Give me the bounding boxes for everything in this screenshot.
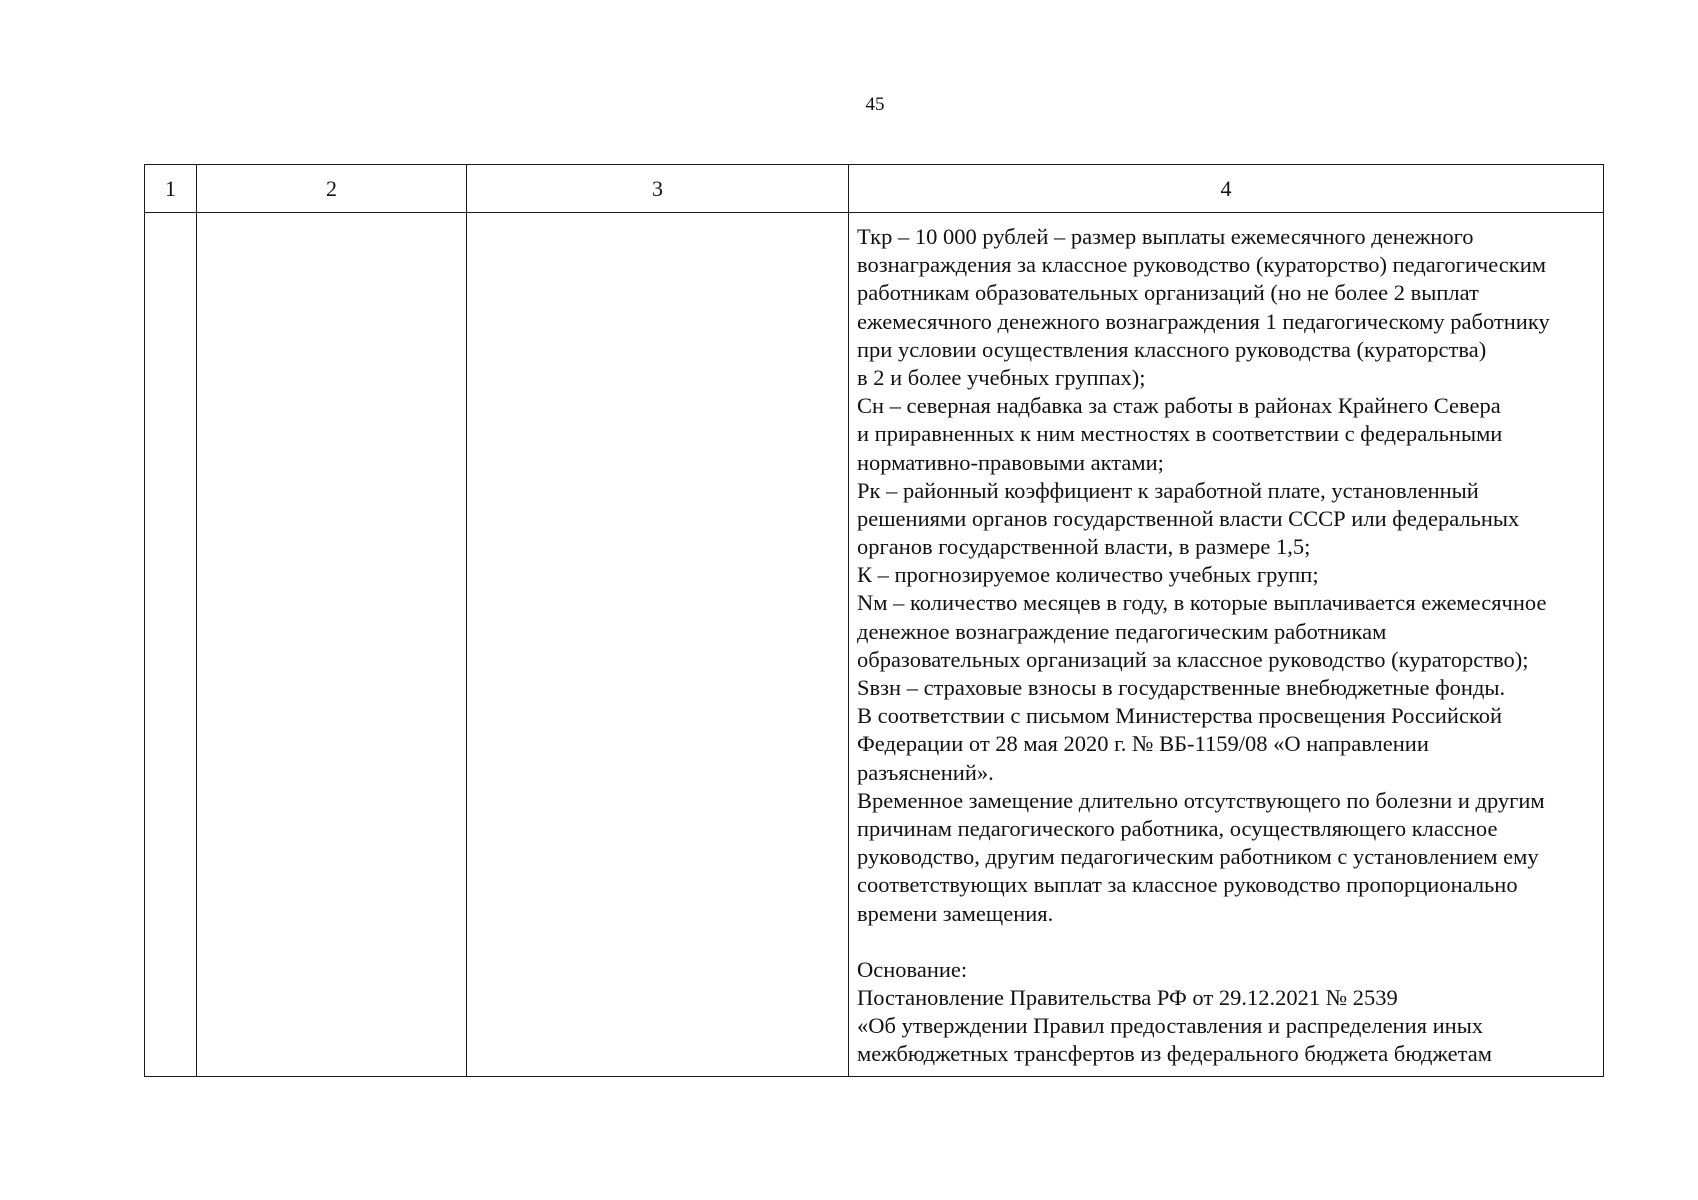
cell-col1: [145, 213, 197, 1077]
cell-col2: [197, 213, 467, 1077]
text-line: соответствующих выплат за классное руководство пропорционально: [857, 872, 1518, 898]
text-line: времени замещения.: [857, 900, 1054, 926]
header-cell-3: 3: [467, 165, 849, 213]
text-line: вознаграждения за классное руководство (кураторство) педагогическим: [857, 252, 1546, 278]
header-cell-1: 1: [145, 165, 197, 213]
text-line: денежное вознаграждение педагогическим работникам: [857, 618, 1387, 644]
table-header-row: [145, 165, 1604, 213]
text-line: Основание:: [857, 956, 968, 982]
text-line: К – прогнозируемое количество учебных групп;: [857, 562, 1319, 588]
text-line: Nм – количество месяцев в году, в которые выплачивается ежемесячное: [857, 590, 1547, 616]
text-line: [857, 928, 1597, 956]
text-line: ежемесячного денежного вознаграждения 1 педагогическому работнику: [857, 308, 1550, 334]
text-line: разъяснений».: [857, 759, 994, 785]
document-table: [144, 164, 1604, 1077]
cell-col4: [849, 213, 1604, 1077]
text-line: руководство, другим педагогическим работником с установлением ему: [857, 844, 1539, 870]
text-line: нормативно-правовыми актами;: [857, 449, 1164, 475]
text-line: «Об утверждении Правил предоставления и распределения иных: [857, 1013, 1484, 1039]
text-line: Федерации от 28 мая 2020 г. № ВБ-1159/08 «О направлении: [857, 731, 1429, 757]
text-line: Временное замещение длительно отсутствующего по болезни и другим: [857, 787, 1545, 813]
text-line: Постановление Правительства РФ от 29.12.2021 № 2539: [857, 985, 1398, 1011]
text-line: органов государственной власти, в размере 1,5;: [857, 534, 1311, 560]
text-line: Ткр – 10 000 рублей – размер выплаты ежемесячного денежного: [857, 224, 1474, 249]
text-line: межбюджетных трансфертов из федерального бюджета бюджетам: [857, 1041, 1492, 1067]
table-row: [145, 213, 1604, 1077]
text-line: Рк – районный коэффициент к заработной плате, установленный: [857, 477, 1479, 503]
text-line: решениями органов государственной власти СССР или федеральных: [857, 505, 1520, 531]
text-line: причинам педагогического работника, осуществляющего классное: [857, 815, 1498, 841]
text-line: В соответствии с письмом Министерства просвещения Российской: [857, 703, 1503, 729]
header-cell-2: 2: [197, 165, 467, 213]
text-line: образовательных организаций за классное руководство (кураторство);: [857, 646, 1529, 672]
text-line: в 2 и более учебных группах);: [857, 364, 1146, 390]
text-line: и приравненных к ним местностях в соответствии с федеральными: [857, 421, 1503, 447]
text-line: Сн – северная надбавка за стаж работы в районах Крайнего Севера: [857, 393, 1501, 419]
page-number: 45: [865, 94, 885, 115]
text-line: Sвзн – страховые взносы в государственные внебюджетные фонды.: [857, 675, 1506, 700]
text-line: работникам образовательных организаций (но не более 2 выплат: [857, 280, 1479, 306]
cell-col4-text: [849, 213, 1603, 1069]
text-line: при условии осуществления классного руководства (кураторства): [857, 336, 1487, 362]
header-cell-4: 4: [849, 165, 1604, 213]
cell-col3: [467, 213, 849, 1077]
